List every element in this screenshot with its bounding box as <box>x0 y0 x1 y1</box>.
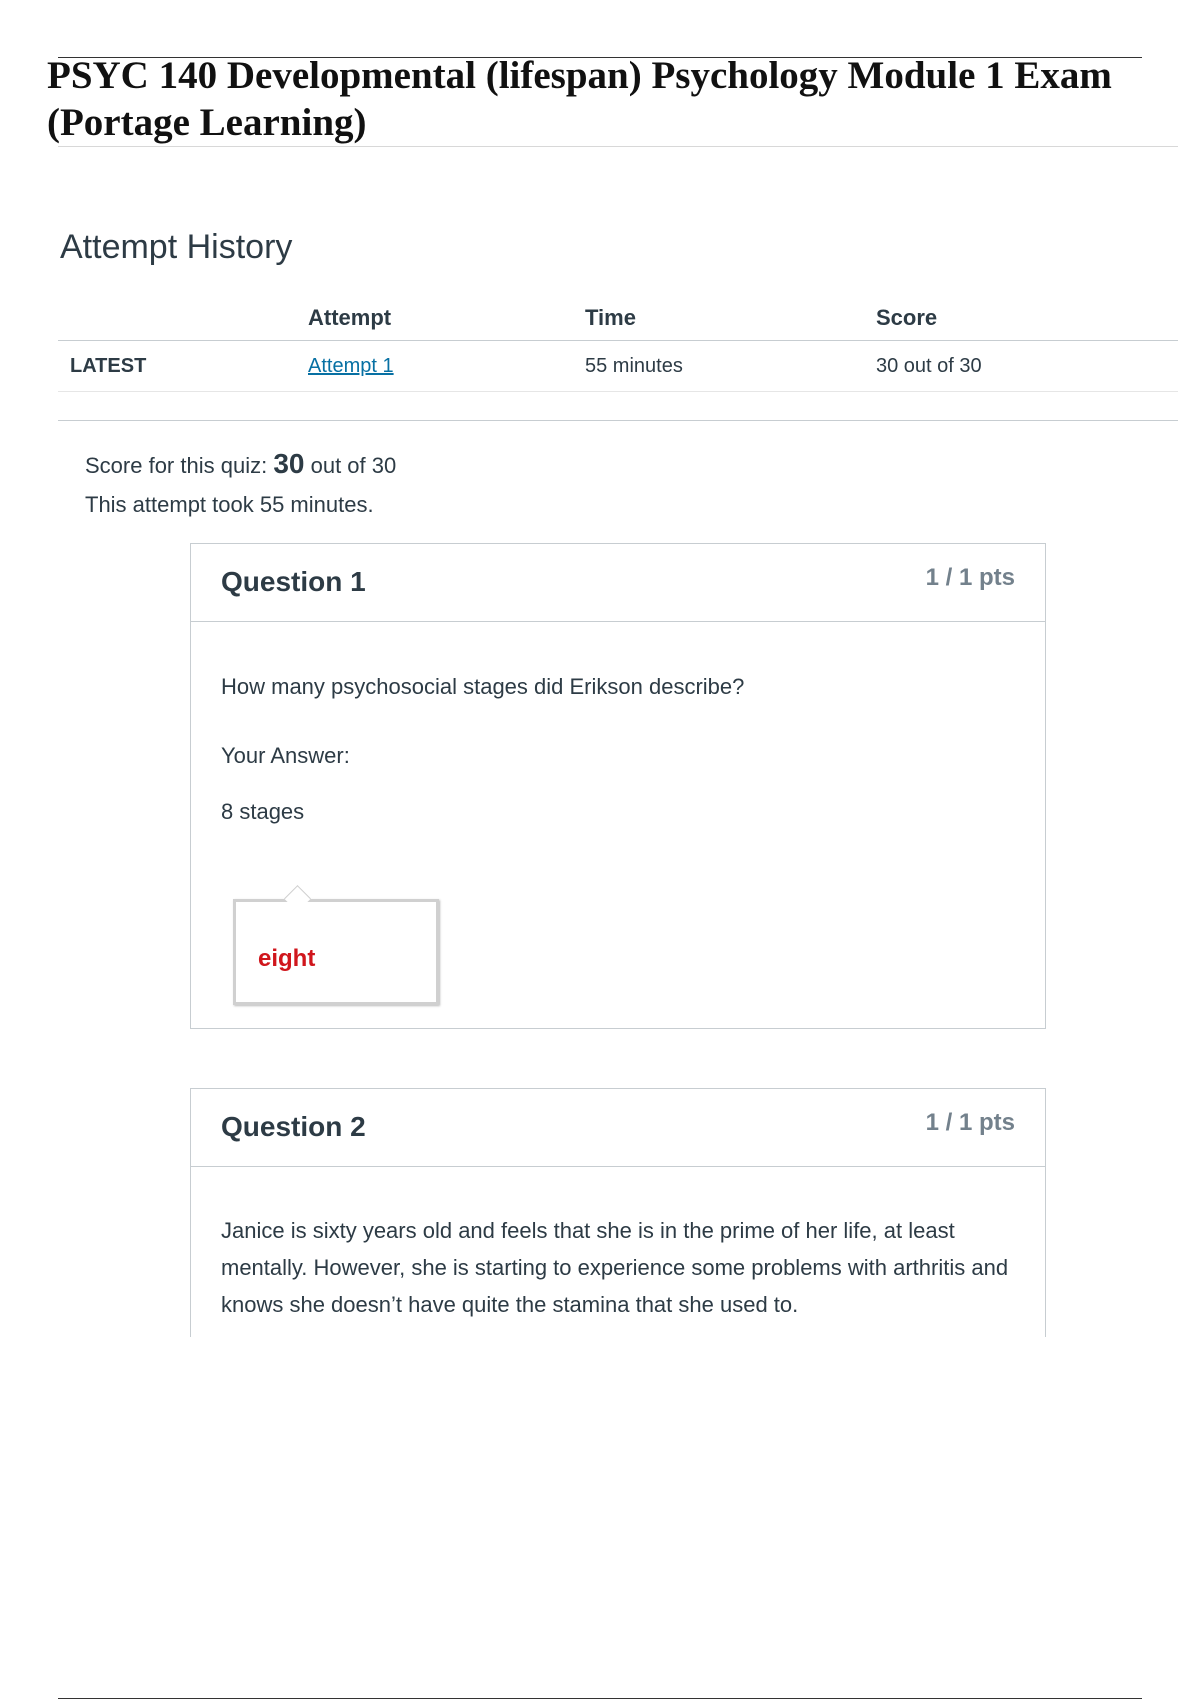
question-title: Question 2 <box>221 1111 366 1142</box>
document-title: PSYC 140 Developmental (lifespan) Psychology Module 1 Exam (Portage Learning) <box>47 54 1112 144</box>
column-header-score: Score <box>876 296 1178 341</box>
answer-value: 8 stages <box>221 799 305 824</box>
question-header <box>191 1089 1045 1167</box>
score-prefix: Score for this quiz: <box>85 453 268 478</box>
question-card-2 <box>190 1088 1046 1337</box>
question-header <box>191 544 1045 622</box>
bottom-rule <box>58 1698 1142 1699</box>
time-cell: 55 minutes <box>585 341 876 392</box>
title-divider <box>58 146 1178 147</box>
attempt-history-table <box>58 296 1178 392</box>
attempt-cell <box>308 341 585 392</box>
question-card-1 <box>190 543 1046 1029</box>
history-divider <box>58 420 1178 421</box>
attempt-duration: This attempt took 55 minutes. <box>85 492 374 517</box>
attempt-1-link[interactable]: Attempt 1 <box>308 354 394 377</box>
column-header-blank <box>58 296 308 341</box>
question-text: Janice is sixty years old and feels that she is in the prime of her life, at least mentally. However, she is starting to experience some problems with arthritis and knows she doesn’t have quite the stamina that she used to. <box>221 1218 1009 1317</box>
question-body <box>191 668 1045 825</box>
feedback-text: eight <box>258 945 316 972</box>
score-value: 30 <box>273 448 305 479</box>
table-header-row <box>58 296 1178 341</box>
latest-label: LATEST <box>58 341 308 392</box>
question-title: Question 1 <box>221 566 366 597</box>
question-points: 1 / 1 pts <box>925 564 1015 591</box>
attempt-history-heading: Attempt History <box>60 228 293 266</box>
question-points: 1 / 1 pts <box>925 1109 1015 1136</box>
score-suffix: out of 30 <box>310 453 397 478</box>
answer-feedback-box <box>233 899 439 1005</box>
column-header-attempt: Attempt <box>308 296 585 341</box>
score-cell: 30 out of 30 <box>876 341 1178 392</box>
your-answer-label: Your Answer: <box>221 743 350 768</box>
question-text: How many psychosocial stages did Erikson describe? <box>221 674 745 699</box>
column-header-time: Time <box>585 296 876 341</box>
question-body <box>191 1212 1045 1323</box>
feedback-pointer-icon <box>284 885 311 912</box>
quiz-score <box>85 448 396 480</box>
table-row <box>58 341 1178 392</box>
